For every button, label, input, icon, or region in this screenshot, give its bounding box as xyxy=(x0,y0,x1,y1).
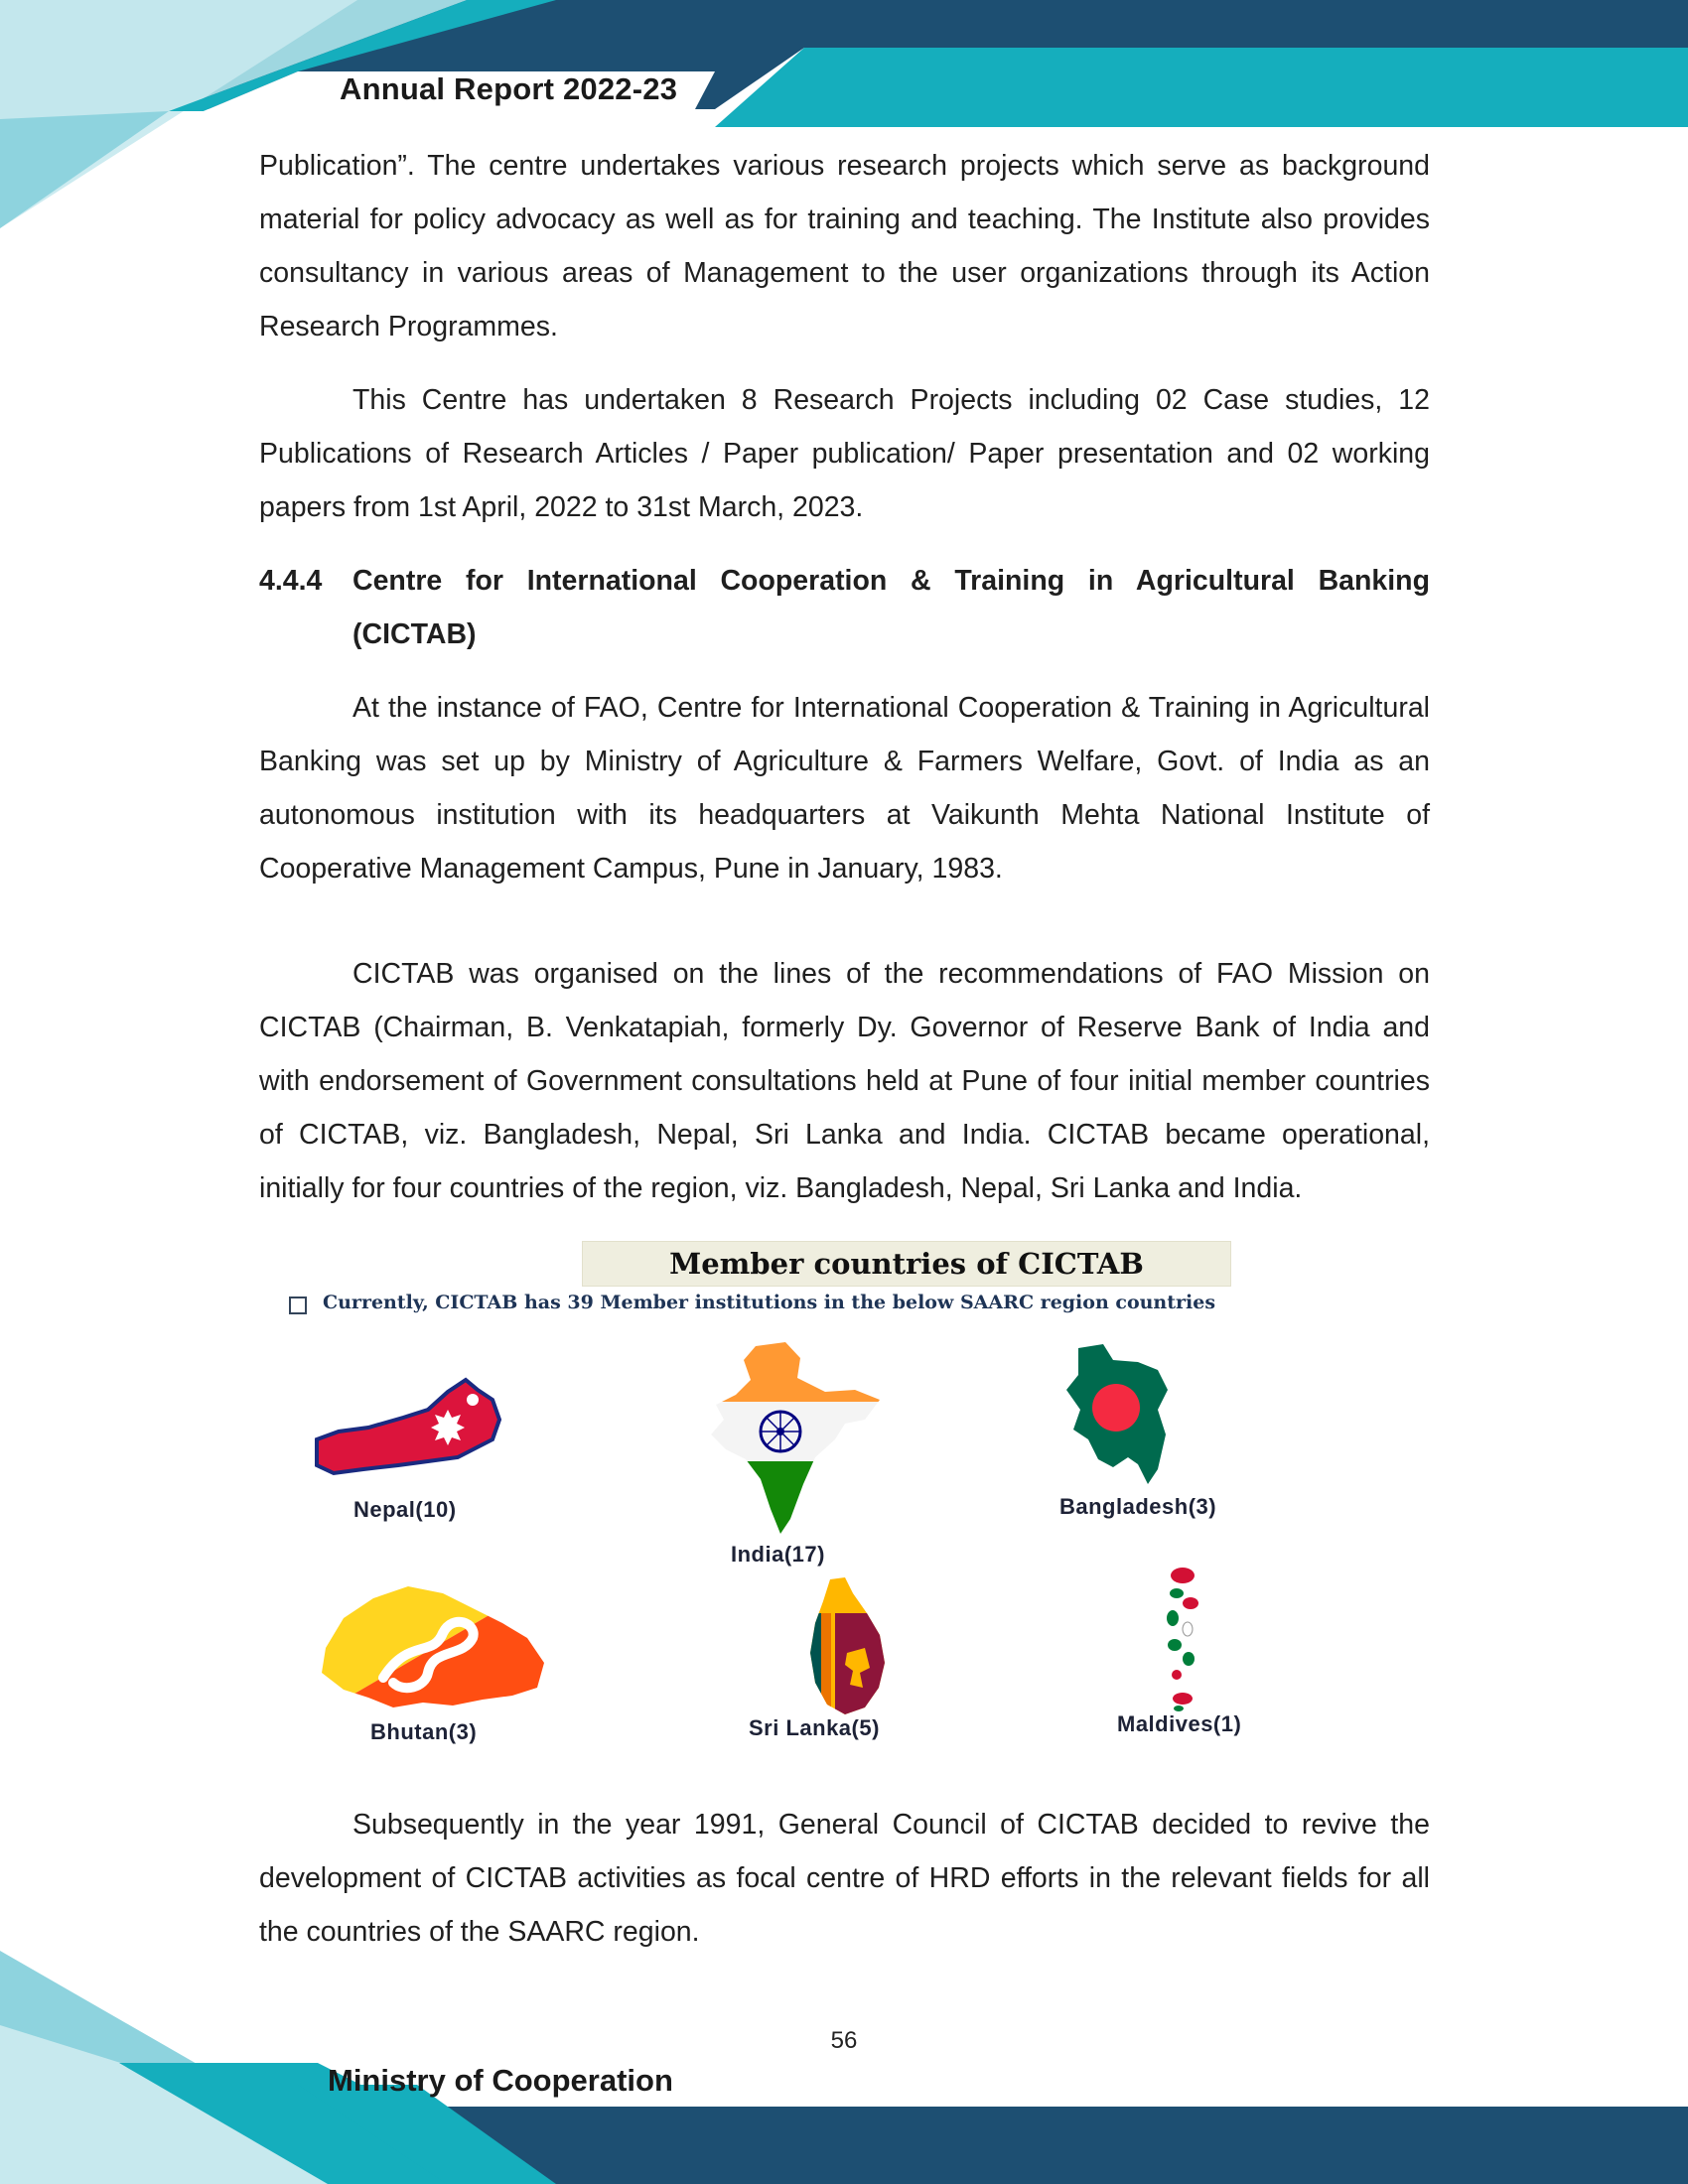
member-countries-figure xyxy=(259,1241,1312,1792)
section-number: 4.4.4 xyxy=(259,565,323,597)
page-number: 56 xyxy=(830,2027,858,2054)
section-heading xyxy=(259,554,1430,661)
paragraph: Subsequently in the year 1991, General Council of CICTAB decided to revive the development of CICTAB activities as focal centre of HRD efforts in the relevant fields for all the countries of the SAARC region. xyxy=(259,1809,1430,1948)
paragraph: This Centre has undertaken 8 Research Projects including 02 Case studies, 12 Publications of Research Articles / Paper publication/ Paper presentation and 02 working papers from 1st April, 2022 to 31st March, 2023. xyxy=(259,384,1430,523)
maldives-map-icon xyxy=(1153,1564,1212,1722)
paragraph: Publication”. The centre undertakes various research projects which serve as background material for policy advocacy as well as for training and teaching. The Institute also provides consultancy in various areas of Management to the user organizations through its Action Research Programmes. xyxy=(259,150,1430,342)
figure-caption: Currently, CICTAB has 39 Member institutions in the below SAARC region countries xyxy=(323,1292,1216,1313)
report-title: Annual Report 2022-23 xyxy=(340,71,678,106)
sri-lanka-map-icon xyxy=(795,1573,895,1722)
country-label-sri-lanka: Sri Lanka(5) xyxy=(749,1715,880,1740)
country-label-maldives: Maldives(1) xyxy=(1117,1711,1242,1736)
checkbox-bullet-icon xyxy=(289,1297,307,1314)
footer-ministry-title: Ministry of Cooperation xyxy=(328,2063,673,2098)
country-label-nepal: Nepal(10) xyxy=(353,1497,457,1522)
nepal-map-icon xyxy=(309,1370,507,1489)
bhutan-map-icon xyxy=(314,1578,552,1717)
country-label-india: India(17) xyxy=(731,1542,825,1567)
page-content xyxy=(259,139,1430,1959)
india-map-icon xyxy=(706,1340,885,1539)
country-label-bhutan: Bhutan(3) xyxy=(370,1719,478,1744)
section-title: Centre for International Cooperation & Training in Agricultural Banking (CICTAB) xyxy=(352,565,1430,650)
figure-title-box xyxy=(582,1241,1231,1287)
country-label-bangladesh: Bangladesh(3) xyxy=(1059,1494,1217,1519)
bangladesh-map-icon xyxy=(1058,1340,1178,1489)
figure-title: Member countries of CICTAB xyxy=(669,1247,1144,1281)
paragraph: CICTAB was organised on the lines of the recommendations of FAO Mission on CICTAB (Chairman, B. Venkatapiah, formerly Dy. Governor of Reserve Bank of India and with endorsement of Government consultations held at Pune of four initial member countries of CICTAB, viz. Bangladesh, Nepal, Sri Lanka and India. CICTAB became operational, initially for four countries of the region, viz. Bangladesh, Nepal, Sri Lanka and India. xyxy=(259,958,1430,1204)
paragraph: At the instance of FAO, Centre for International Cooperation & Training in Agricultural Banking was set up by Ministry of Agriculture & Farmers Welfare, Govt. of India as an autonomous institution with its headquarters at Vaikunth Mehta National Institute of Cooperative Management Campus, Pune in January, 1983. xyxy=(259,692,1430,885)
